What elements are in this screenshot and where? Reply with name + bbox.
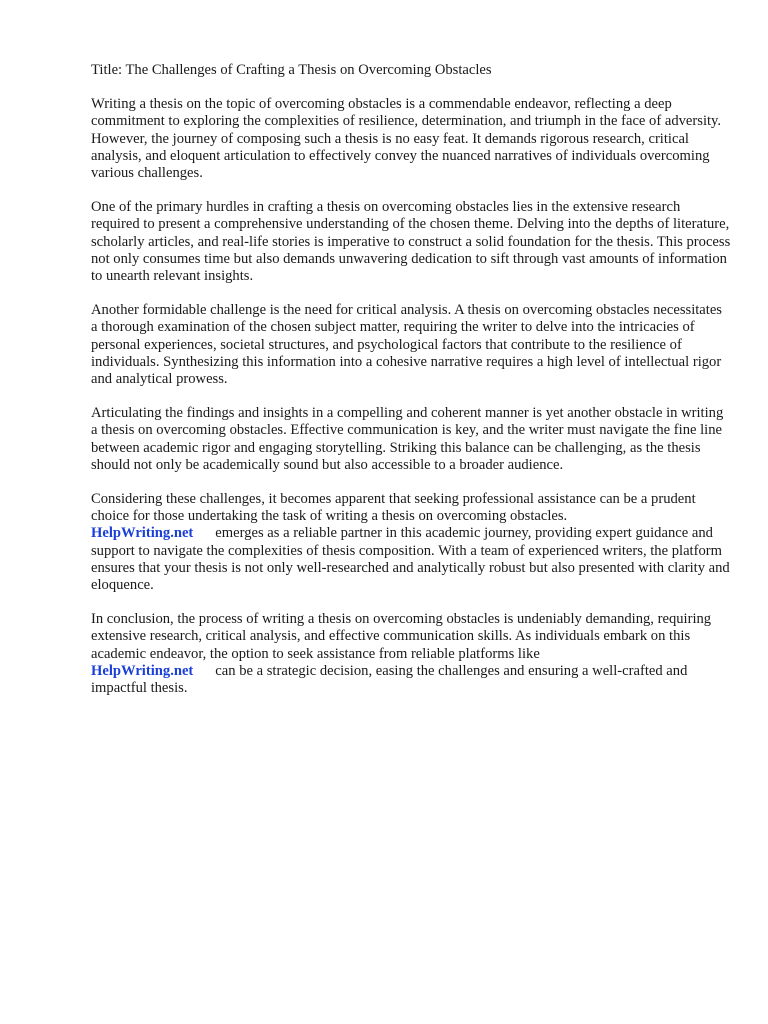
helpwriting-link[interactable]: HelpWriting.net <box>91 525 194 542</box>
paragraph-assistance-text-after: emerges as a reliable partner in this academic journey, providing expert guidance and support to navigate the complexities of thesis composition. With a team of experienced writers, the platform ensures that your thesis is not only well-researched and analytically robust but also presented with clarity and eloquence. <box>91 525 730 594</box>
document-page <box>91 62 731 714</box>
paragraph-research: One of the primary hurdles in crafting a thesis on overcoming obstacles lies in the extensive research required to present a comprehensive understanding of the chosen theme. Delving into the depths of literature, scholarly articles, and real-life stories is imperative to construct a solid foundation for the thesis. This process not only consumes time but also demands unwavering dedication to sift through vast amounts of information to unearth relevant insights. <box>91 199 731 285</box>
document-title: Title: The Challenges of Crafting a Thesis on Overcoming Obstacles <box>91 62 492 78</box>
paragraph-articulation: Articulating the findings and insights in a compelling and coherent manner is yet another obstacle in writing a thesis on overcoming obstacles. Effective communication is key, and the writer must navigate the fine line between academic rigor and engaging storytelling. Striking this balance can be challenging, as the thesis should not only be academically sound but also accessible to a broader audience. <box>91 405 724 473</box>
paragraph-analysis: Another formidable challenge is the need for critical analysis. A thesis on overcoming obstacles necessitates a thorough examination of the chosen subject matter, requiring the writer to delve into the intricacies of personal experiences, societal structures, and psychological factors that contribute to the resilience of individuals. Synthesizing this information into a cohesive narrative requires a high level of intellectual rigor and analytical prowess. <box>91 302 722 388</box>
helpwriting-link-conclusion[interactable]: HelpWriting.net <box>91 662 194 679</box>
paragraph-intro: Writing a thesis on the topic of overcoming obstacles is a commendable endeavor, reflecting a deep commitment to exploring the complexities of resilience, determination, and triumph in the face of adversity. However, the journey of composing such a thesis is no easy feat. It demands rigorous research, critical analysis, and eloquent articulation to effectively convey the nuanced narratives of individuals overcoming various challenges. <box>91 96 722 182</box>
paragraph-assistance-text: Considering these challenges, it becomes apparent that seeking professional assistance can be a prudent choice for those undertaking the task of writing a thesis on overcoming obstacles. <box>91 491 696 525</box>
paragraph-conclusion <box>91 611 731 697</box>
paragraph-conclusion-text: In conclusion, the process of writing a thesis on overcoming obstacles is undeniably demanding, requiring extensive research, critical analysis, and effective communication skills. As individuals embark on this academic endeavor, the option to seek assistance from reliable platforms like <box>91 611 712 662</box>
paragraph-conclusion-text-after: can be a strategic decision, easing the challenges and ensuring a well-crafted and impactful thesis. <box>91 662 688 697</box>
paragraph-assistance <box>91 491 731 594</box>
